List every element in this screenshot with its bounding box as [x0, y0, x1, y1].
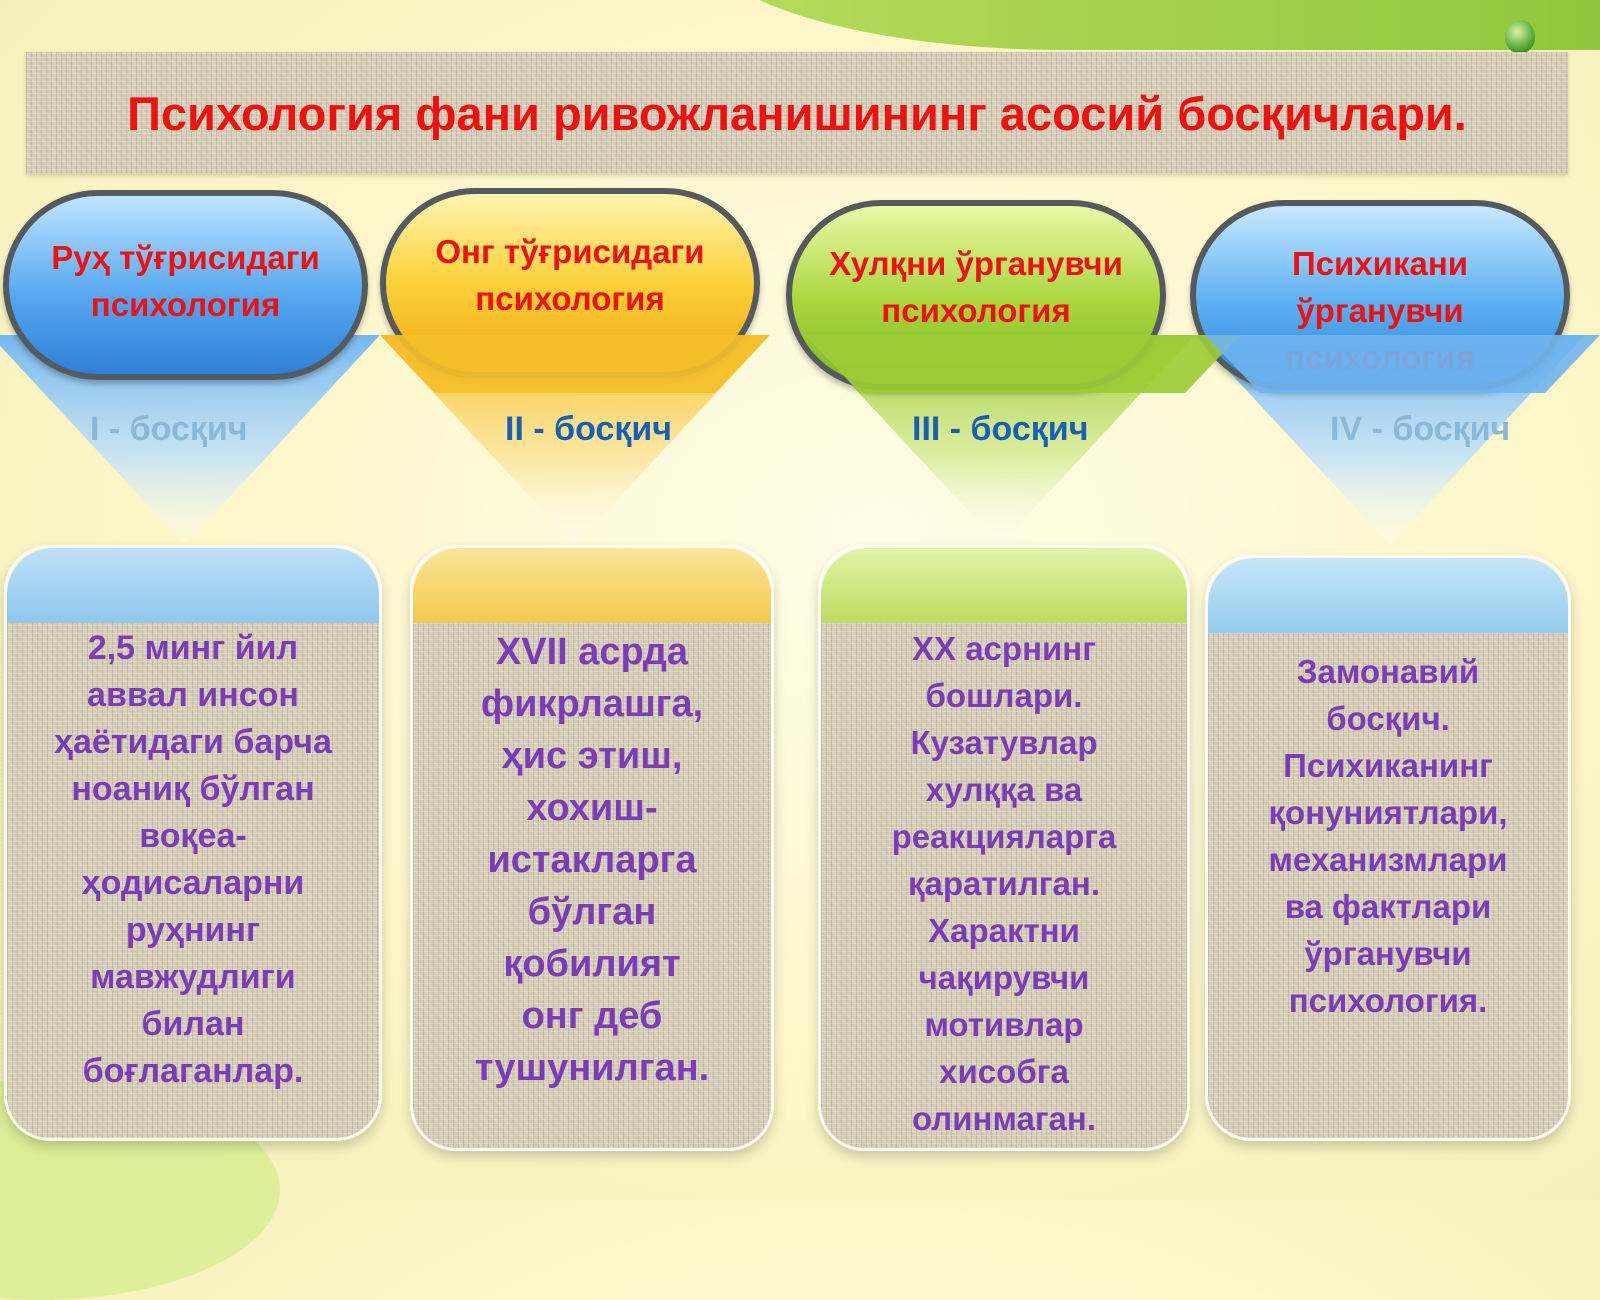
stage-4-card: [1205, 555, 1571, 1141]
stage-2-card: [410, 545, 774, 1151]
stage-2-card-header: [413, 548, 771, 626]
stage-2-description: XVII асрда фикрлашга, ҳис этиш, хохиш- истакларга бўлган қобилият онг деб тушунилган.: [474, 631, 710, 1089]
stage-3-card: [818, 545, 1190, 1151]
stage-4-description: Замонавий босқич. Психиканинг қонуниятлари, механизмлари ва фактлари ўрганувчи психология.: [1268, 653, 1508, 1019]
stage-2-label: II - босқич: [505, 410, 672, 448]
stage-3-label: III - босқич: [912, 410, 1089, 448]
stage-1-pill: [3, 190, 368, 380]
stage-1-name: Руҳ тўғрисидаги психология: [51, 239, 320, 323]
stage-3-description: XX асрнинг бошлари. Кузатувлар хулққа ва реакцияларга қаратилган. Характни чақирувчи мотивлар хисобга олинмаган.: [891, 630, 1117, 1137]
stage-4-name: Психикани ўрганувчи: [1291, 245, 1469, 329]
stage-3-card-header: [821, 548, 1187, 626]
stage-2-funnel-rim: [380, 335, 770, 393]
stage-1-label: I - босқич: [90, 410, 248, 448]
stage-1-card: [4, 545, 382, 1141]
stage-4-card-header: [1208, 558, 1568, 636]
water-drop-decoration: [1505, 20, 1535, 54]
stage-1-card-header: [7, 548, 379, 626]
stage-4-funnel-rim: [1205, 335, 1600, 393]
slide-title: Психология фани ривожланишининг асосий босқичлари.: [127, 86, 1467, 140]
stage-2-name: Онг тўғрисидаги психология: [435, 233, 705, 317]
title-banner: [26, 52, 1568, 174]
background-green-sweep: [700, 0, 1600, 50]
stage-1-description: 2,5 минг йил аввал инсон ҳаётидаги барча ноаниқ бўлган воқеа- ҳодисаларни руҳнинг мавжудлиги билан боғлаганлар.: [54, 629, 332, 1090]
stage-3-name: Хулқни ўрганувчи психология: [829, 245, 1123, 329]
stage-4-label: IV - босқич: [1330, 410, 1511, 448]
stage-3-funnel-rim: [805, 335, 1240, 393]
